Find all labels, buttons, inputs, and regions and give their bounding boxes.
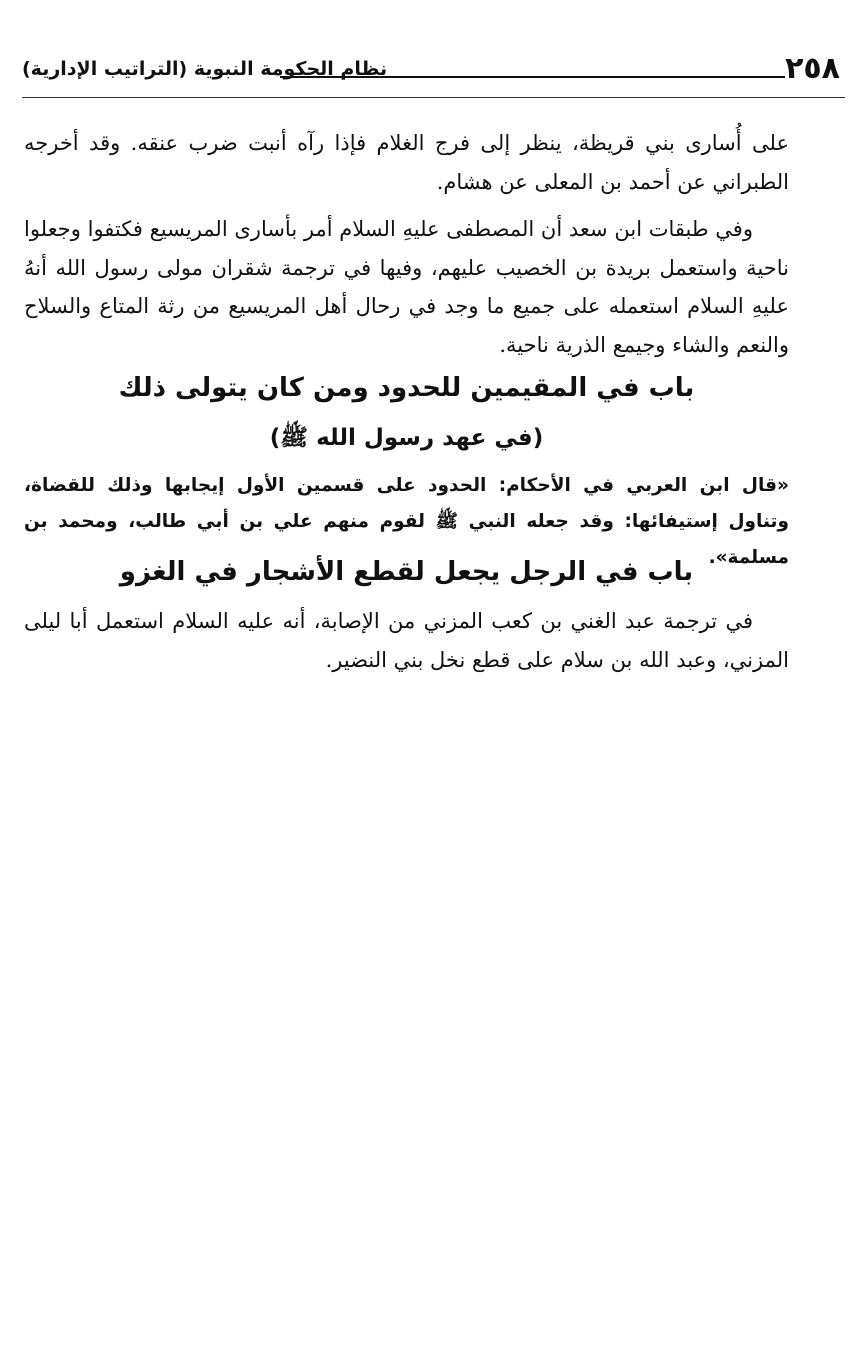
paragraph-3: في ترجمة عبد الغني بن كعب المزني من الإصابة، أنه عليه السلام استعمل أبا ليلى المزني، وعبد الله بن سلام على قطع نخل بني النضير. [24,609,789,672]
paragraph-2: وفي طبقات ابن سعد أن المصطفى عليهِ السلام أمر بأسارى المريسيع فكتفوا وجعلوا ناحية واستعمل بريدة بن الخصيب عليهم، وفيها في ترجمة شقران مولى رسول الله أنهُ عليهِ السلام استعمله على جميع ما وجد في رحال أهل المريسيع من رثة المتاع والسلاح والنعم والشاء وجيمع الذرية ناحية. [24,217,789,357]
header-divider [22,97,845,98]
section-subheading-hudud: (في عهد رسول الله ﷺ) [269,425,544,451]
section-heading-trees: باب في الرجل يجعل لقطع الأشجار في الغزو [119,557,694,587]
running-title: نظام الحكومة النبوية (التراتيب الإدارية) [22,58,388,80]
section-heading-hudud: باب في المقيمين للحدود ومن كان يتولى ذلك [118,373,695,403]
quoted-passage: «قال ابن العربي في الأحكام: الحدود على قسمين الأول إيجابها وذلك للقضاة، وتناول إستيفائها: وقد جعله النبي ﷺ لقوم منهم علي بن أبي طالب، ومحمد بن مسلمة». [24,475,789,568]
page-number: ٢٥٨ [785,51,840,86]
paragraph-1: على أُسارى بني قريظة، ينظر إلى فرج الغلام فإذا رآه أنبت ضرب عنقه. وقد أخرجه الطبراني عن أحمد بن المعلى عن هشام. [24,131,789,194]
running-header [22,51,840,90]
